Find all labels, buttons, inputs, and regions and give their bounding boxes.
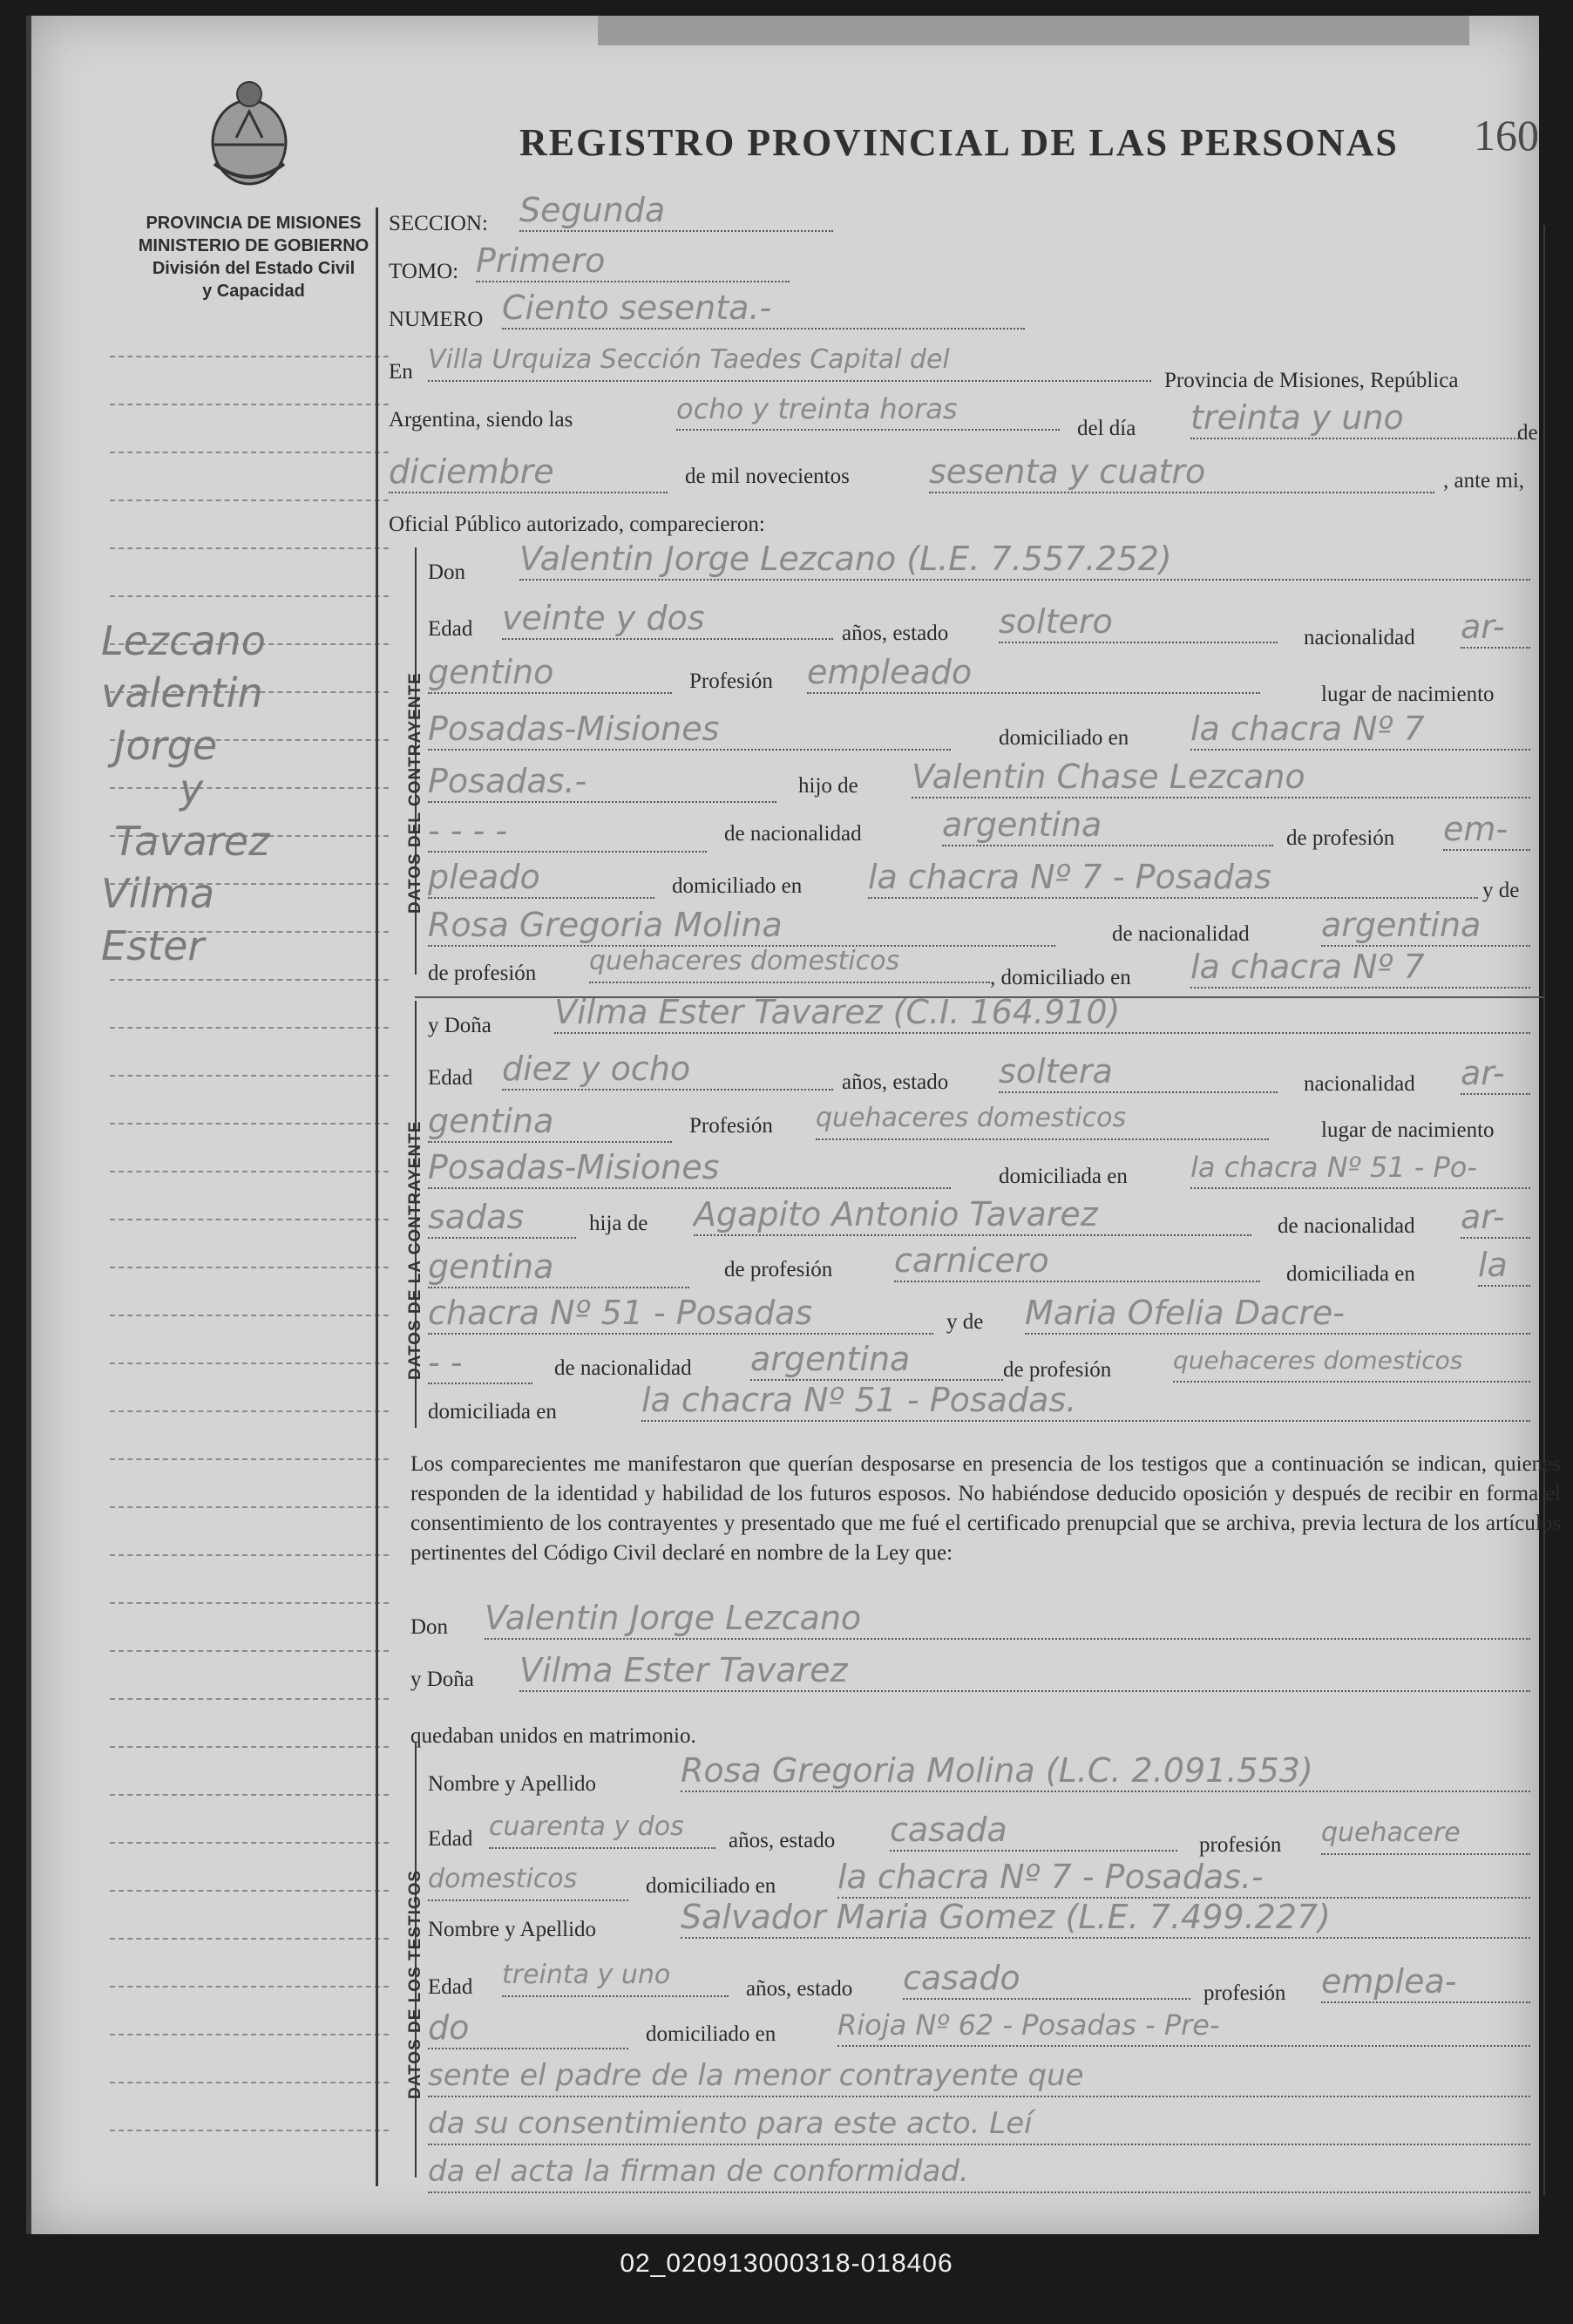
nacionalidad-value-cont: gentino xyxy=(428,652,672,694)
margin-note: Lezcano xyxy=(101,617,266,664)
tomo-value: Primero xyxy=(476,241,790,282)
oficial-label: Oficial Público autorizado, comparecieron: xyxy=(389,513,765,536)
en-label: En xyxy=(389,360,413,384)
testigo1-estado-value: casada xyxy=(890,1810,1177,1852)
testigo2-nombre-value: Salvador Maria Gomez (L.E. 7.499.227) xyxy=(681,1897,1530,1939)
ante-mi-label: , ante mi, xyxy=(1443,469,1525,493)
ministry-line: y Capacidad xyxy=(202,282,305,301)
domiciliada-en-label: domiciliada en xyxy=(1286,1262,1415,1286)
seccion-value: Segunda xyxy=(519,190,833,232)
edad-label: Edad xyxy=(428,1066,473,1090)
dona-padre-profesion-value: carnicero xyxy=(894,1240,1260,1282)
dona-lugar-value: Posadas-Misiones xyxy=(428,1147,951,1189)
right-vertical-rule xyxy=(1543,225,1545,2195)
margin-note: valentin xyxy=(101,669,263,717)
testigo2-estado-value: casado xyxy=(903,1958,1190,2000)
testigo2-domicilio-value: Rioja Nº 62 - Posadas - Pre- xyxy=(837,2005,1530,2047)
dona-profesion-value: quehaceres domesticos xyxy=(816,1098,1269,1140)
profesion-value: empleado xyxy=(807,652,1260,694)
y-de-label: y de xyxy=(946,1310,984,1334)
dona-padre-nacionalidad-value: ar- xyxy=(1461,1197,1530,1239)
y-de-label: y de xyxy=(1482,879,1520,902)
de-profesion-label: de profesión xyxy=(1003,1358,1112,1382)
de-nacionalidad-label: de nacionalidad xyxy=(1278,1214,1415,1238)
anos-estado-label: años, estado xyxy=(842,622,949,645)
testigo2-profesion-value: emplea- xyxy=(1321,1961,1530,2003)
testigo1-domicilio-value: la chacra Nº 7 - Posadas.- xyxy=(837,1857,1530,1899)
note-line: sente el padre de la menor contrayente que xyxy=(428,2056,1530,2097)
dona-nacionalidad-value: ar- xyxy=(1461,1053,1530,1095)
nacionalidad-value: ar- xyxy=(1461,607,1530,649)
madre-domicilio-value: la chacra Nº 7 xyxy=(1190,947,1530,989)
nombre-apellido-label: Nombre y Apellido xyxy=(428,1918,597,1941)
argentina-label: Argentina, siendo las xyxy=(389,408,573,432)
argentina-coat-of-arms-icon xyxy=(201,77,297,190)
domiciliado-en-label: , domiciliado en xyxy=(990,966,1131,989)
anos-estado-label: años, estado xyxy=(842,1070,949,1094)
dona-padre-domicilio-value-cont: chacra Nº 51 - Posadas xyxy=(428,1293,933,1335)
nacionalidad-label: nacionalidad xyxy=(1304,626,1415,649)
ministry-line: MINISTERIO DE GOBIERNO xyxy=(138,236,370,255)
don-label: Don xyxy=(428,561,466,584)
edad-label: Edad xyxy=(428,1975,473,1999)
profesion-label: Profesión xyxy=(689,669,773,693)
testigo2-profesion-value-cont: do xyxy=(428,2008,628,2049)
horas-value: ocho y treinta horas xyxy=(676,389,1060,431)
dona-padre-domicilio-value: la xyxy=(1478,1245,1530,1287)
ministry-heading xyxy=(92,212,415,302)
note-line: da su consentimiento para este acto. Leí xyxy=(428,2103,1530,2145)
padre-value: Valentin Chase Lezcano xyxy=(912,757,1530,798)
dona-padre-value: Agapito Antonio Tavarez xyxy=(694,1194,1251,1236)
ministry-line: PROVINCIA DE MISIONES xyxy=(146,214,362,233)
margin-note: y xyxy=(180,765,204,812)
madre-nacionalidad-value: argentina xyxy=(1321,905,1530,947)
hijo-de-label: hijo de xyxy=(798,774,858,798)
domicilio-value-cont: Posadas.- xyxy=(428,761,776,803)
provincia-label: Provincia de Misiones, República xyxy=(1164,369,1459,392)
testigo1-edad-value: cuarenta y dos xyxy=(489,1807,715,1849)
dona-madre-value-cont: - - xyxy=(428,1342,532,1384)
domiciliada-en-label: domiciliada en xyxy=(428,1400,557,1424)
domicilio-value: la chacra Nº 7 xyxy=(1190,709,1530,751)
testigo2-edad-value: treinta y uno xyxy=(502,1955,729,1997)
de-label: de xyxy=(1517,421,1538,445)
margin-note: Ester xyxy=(101,922,205,969)
anio-value: sesenta y cuatro xyxy=(929,452,1434,493)
register-page xyxy=(26,16,1561,2234)
dona-value: Vilma Ester Tavarez (C.I. 164.910) xyxy=(554,992,1530,1034)
dona-domicilio-value: la chacra Nº 51 - Po- xyxy=(1190,1147,1530,1189)
padre-profesion-value-cont: pleado xyxy=(428,857,654,899)
dona-estado-value: soltera xyxy=(999,1051,1278,1093)
quedaban-label: quedaban unidos en matrimonio. xyxy=(410,1724,696,1748)
y-dona-label: y Doña xyxy=(428,1014,492,1037)
lugar-nacimiento-label: lugar de nacimiento xyxy=(1321,1118,1495,1142)
testigo1-profesion-value: quehacere xyxy=(1321,1813,1530,1855)
margin-note: Tavarez xyxy=(114,818,270,865)
estado-value: soltero xyxy=(999,601,1278,643)
ministry-line: División del Estado Civil xyxy=(152,259,356,278)
profesion-label: profesión xyxy=(1203,1981,1286,2005)
side-label-contrayente: DATOS DEL CONTRAYENTE xyxy=(406,672,424,914)
profesion-label: profesión xyxy=(1199,1833,1282,1857)
margin-note: Vilma xyxy=(101,870,215,917)
folio-number: 160 xyxy=(1474,111,1539,160)
madre-value: Rosa Gregoria Molina xyxy=(428,905,1055,947)
dona-madre-nacionalidad-value: argentina xyxy=(750,1339,1003,1381)
edad-value: veinte y dos xyxy=(502,598,833,640)
padre-value-cont: - - - - xyxy=(428,811,707,853)
de-nacionalidad-label: de nacionalidad xyxy=(724,822,862,846)
note-line: da el acta la firman de conformidad. xyxy=(428,2151,1530,2193)
dona-final-value: Vilma Ester Tavarez xyxy=(519,1650,1530,1692)
de-profesion-label: de profesión xyxy=(1286,826,1395,850)
dia-value: treinta y uno xyxy=(1190,398,1522,439)
domiciliado-en-label: domiciliado en xyxy=(646,1874,776,1898)
lugar-value: Villa Urquiza Sección Taedes Capital del xyxy=(428,340,1151,382)
numero-value: Ciento sesenta.- xyxy=(502,288,1025,330)
nacionalidad-label: nacionalidad xyxy=(1304,1072,1415,1096)
domiciliado-en-label: domiciliado en xyxy=(999,726,1129,750)
don-final-label: Don xyxy=(410,1615,449,1639)
de-profesion-label: de profesión xyxy=(428,962,537,985)
hija-de-label: hija de xyxy=(589,1212,648,1235)
edad-label: Edad xyxy=(428,1827,473,1851)
domiciliado-en-label: domiciliado en xyxy=(672,874,803,898)
anos-estado-label: años, estado xyxy=(746,1977,853,2001)
dona-padre-nacionalidad-value-cont: gentina xyxy=(428,1247,689,1288)
testigo1-nombre-value: Rosa Gregoria Molina (L.C. 2.091.553) xyxy=(681,1750,1530,1792)
dona-nacionalidad-value-cont: gentina xyxy=(428,1101,672,1143)
de-mil-label: de mil novecientos xyxy=(685,465,850,488)
padre-domicilio-value: la chacra Nº 7 - Posadas xyxy=(868,857,1478,899)
domiciliada-en-label: domiciliada en xyxy=(999,1165,1128,1188)
margin-note: Jorge xyxy=(114,722,218,769)
tomo-label: TOMO: xyxy=(389,260,459,283)
padre-profesion-value: em- xyxy=(1443,809,1530,851)
edad-label: Edad xyxy=(428,617,473,641)
page-edge xyxy=(598,16,1469,45)
dona-edad-value: diez y ocho xyxy=(502,1049,833,1091)
declaration-paragraph: Los comparecientes me manifestaron que querían desposarse en presencia de los testigos que a continuación se indican, quienes responden de la identidad y habilidad de los futuros esposos. No habiéndose deducido oposición y después de recibir en forma el consentimiento de los contrayentes y presentado que me fué el certificado prenupcial que se archiva, previa lectura de los artículos pertinentes del Código Civil declaré en nombre de la Ley que: xyxy=(410,1452,1561,1565)
de-nacionalidad-label: de nacionalidad xyxy=(1112,922,1250,946)
don-final-value: Valentin Jorge Lezcano xyxy=(485,1598,1530,1640)
padre-nacionalidad-value: argentina xyxy=(942,805,1273,846)
side-label-contrayente-f: DATOS DE LA CONTRAYENTE xyxy=(406,1120,424,1380)
nombre-apellido-label: Nombre y Apellido xyxy=(428,1772,597,1796)
lugar-nacimiento-value: Posadas-Misiones xyxy=(428,709,951,751)
page-title: REGISTRO PROVINCIAL DE LAS PERSONAS xyxy=(519,121,1399,164)
dona-madre-profesion-value: quehaceres domesticos xyxy=(1173,1341,1530,1383)
de-profesion-label: de profesión xyxy=(724,1258,833,1281)
domiciliado-en-label: domiciliado en xyxy=(646,2022,776,2046)
side-label-testigos: DATOS DE LOS TESTIGOS xyxy=(406,1869,424,2099)
testigo1-profesion-value-cont: domesticos xyxy=(428,1859,628,1901)
lugar-nacimiento-label: lugar de nacimiento xyxy=(1321,683,1495,706)
dona-final-label: y Doña xyxy=(410,1668,474,1691)
de-nacionalidad-label: de nacionalidad xyxy=(554,1356,692,1380)
dona-madre-domicilio-value: la chacra Nº 51 - Posadas. xyxy=(641,1380,1530,1422)
mes-value: diciembre xyxy=(389,452,668,493)
image-caption: 02_020913000318-018406 xyxy=(620,2249,953,2278)
profesion-label: Profesión xyxy=(689,1114,773,1138)
del-dia-label: del día xyxy=(1077,417,1136,440)
dona-domicilio-value-cont: sadas xyxy=(428,1197,576,1239)
seccion-label: SECCION: xyxy=(389,212,488,235)
madre-profesion-value: quehaceres domesticos xyxy=(589,941,990,983)
dona-madre-value: Maria Ofelia Dacre- xyxy=(1025,1293,1530,1335)
anos-estado-label: años, estado xyxy=(729,1829,836,1852)
main-vertical-rule xyxy=(376,207,378,2186)
numero-label: NUMERO xyxy=(389,308,484,331)
don-value: Valentin Jorge Lezcano (L.E. 7.557.252) xyxy=(519,539,1530,581)
